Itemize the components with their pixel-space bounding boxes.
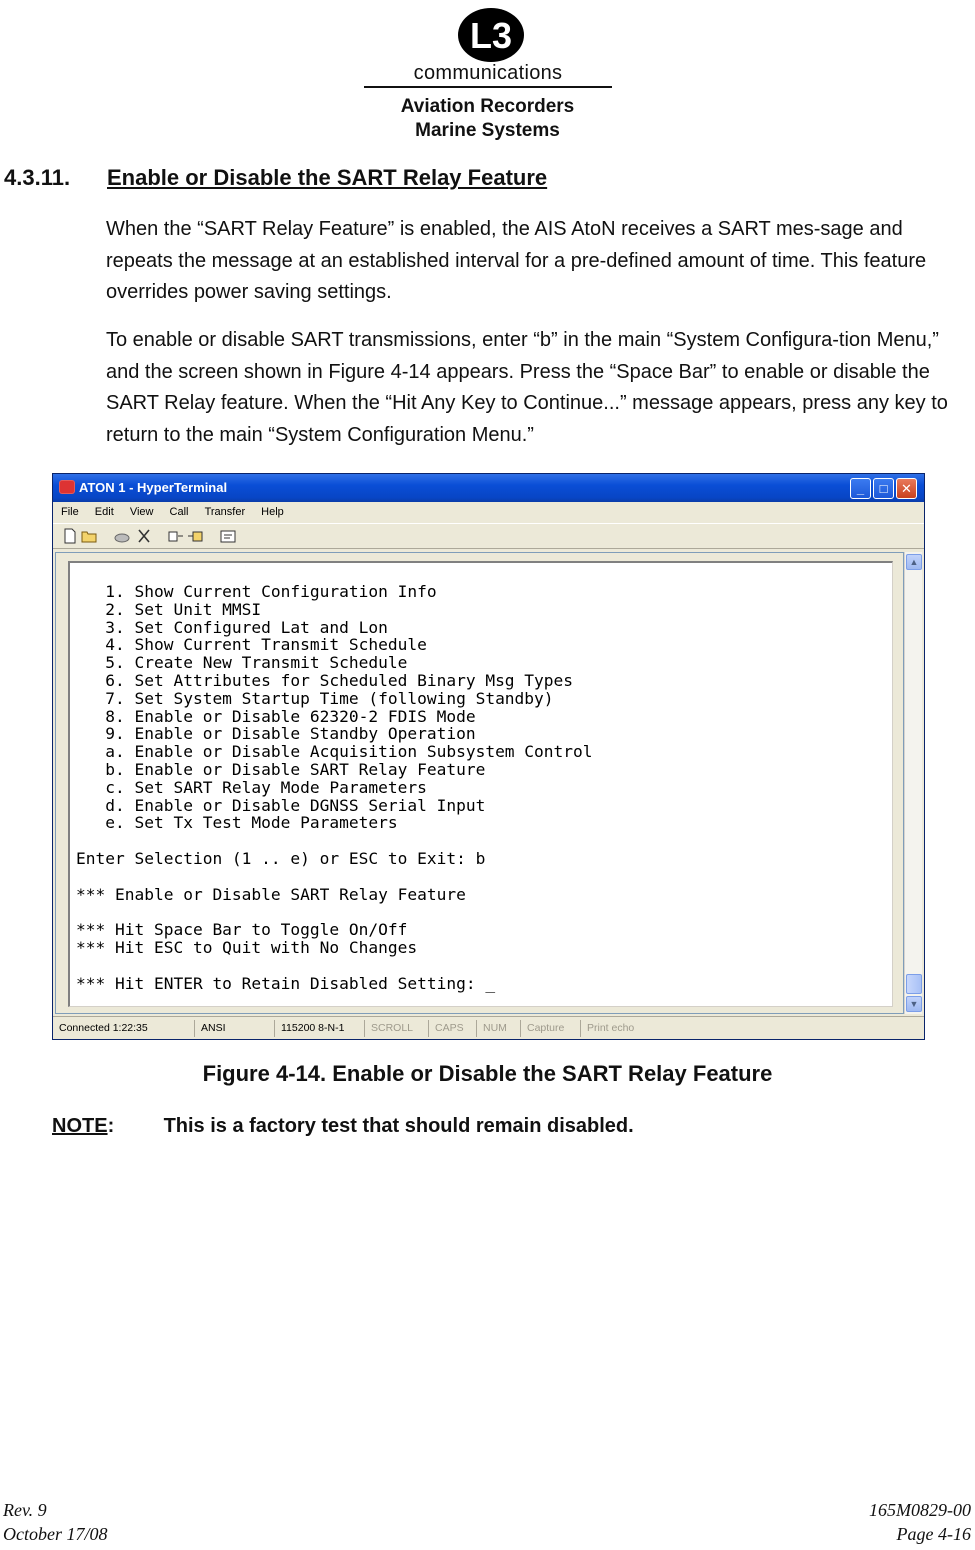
terminal-screen[interactable]	[68, 561, 893, 1007]
terminal-output	[76, 583, 593, 992]
vertical-scrollbar[interactable]	[904, 552, 922, 1014]
terminal-line: Enter Selection (1 .. e) or ESC to Exit: b	[76, 848, 486, 868]
terminal-line: 6. Set Attributes for Scheduled Binary Msg Types	[76, 670, 574, 690]
status-num: NUM	[479, 1020, 521, 1037]
new-icon[interactable]	[61, 528, 79, 544]
toolbar	[53, 523, 924, 549]
hyperterminal-icon	[59, 480, 75, 494]
logo-mark-text: L3	[469, 15, 513, 56]
status-caps: CAPS	[431, 1020, 477, 1037]
menu-transfer[interactable]: Transfer	[204, 506, 246, 518]
status-connected: Connected 1:22:35	[55, 1020, 195, 1037]
section-number: 4.3.11.	[4, 165, 71, 190]
terminal-line: 2. Set Unit MMSI	[76, 599, 262, 619]
scroll-thumb[interactable]	[906, 974, 922, 994]
status-bar	[53, 1016, 924, 1039]
terminal-line: 3. Set Configured Lat and Lon	[76, 617, 388, 637]
menu-view[interactable]: View	[129, 506, 154, 518]
footer-date: October 17/08	[3, 1524, 108, 1544]
status-emulation: ANSI	[197, 1020, 275, 1037]
open-icon[interactable]	[81, 528, 99, 544]
scroll-up-icon[interactable]: ▲	[906, 554, 922, 570]
l3-logo-icon	[456, 6, 526, 64]
terminal-line: 5. Create New Transmit Schedule	[76, 653, 408, 673]
terminal-line: b. Enable or Disable SART Relay Feature	[76, 759, 486, 779]
terminal-line: e. Set Tx Test Mode Parameters	[76, 813, 398, 833]
terminal-line: 8. Enable or Disable 62320-2 FDIS Mode	[76, 706, 476, 726]
terminal-line: d. Enable or Disable DGNSS Serial Input	[76, 795, 486, 815]
logo-divider	[364, 86, 612, 88]
note-colon: :	[107, 1115, 115, 1137]
menu-edit[interactable]: Edit	[94, 506, 114, 518]
terminal-line: 1. Show Current Configuration Info	[76, 582, 437, 601]
properties-icon[interactable]	[219, 528, 237, 544]
section-title: Enable or Disable the SART Relay Feature	[107, 165, 548, 190]
note	[52, 1115, 634, 1138]
terminal-line: c. Set SART Relay Mode Parameters	[76, 777, 427, 797]
terminal-line: 4. Show Current Transmit Schedule	[76, 635, 427, 655]
disconnect-icon[interactable]	[135, 528, 153, 544]
close-button[interactable]: ✕	[896, 478, 917, 499]
status-port: 115200 8-N-1	[277, 1020, 365, 1037]
connect-icon[interactable]	[113, 528, 131, 544]
section-heading	[4, 165, 547, 191]
note-label: NOTE	[52, 1115, 108, 1137]
menu-bar	[53, 502, 924, 522]
title-bar[interactable]	[53, 474, 924, 502]
maximize-button[interactable]: □	[873, 478, 894, 499]
status-scroll: SCROLL	[367, 1020, 429, 1037]
terminal-line: *** Hit Space Bar to Toggle On/Off	[76, 920, 408, 940]
menu-call[interactable]: Call	[169, 506, 189, 518]
minimize-button[interactable]: _	[850, 478, 871, 499]
terminal-line: 9. Enable or Disable Standby Operation	[76, 724, 476, 744]
window-title: ATON 1 - HyperTerminal	[79, 480, 228, 495]
scroll-down-icon[interactable]: ▼	[906, 996, 922, 1012]
send-icon[interactable]	[167, 528, 185, 544]
note-text: This is a factory test that should remain disabled.	[163, 1115, 634, 1137]
org-line-marine: Marine Systems	[415, 120, 560, 141]
receive-icon[interactable]	[187, 528, 205, 544]
org-line-aviation: Aviation Recorders	[400, 96, 575, 117]
status-print-echo: Print echo	[587, 1022, 635, 1034]
terminal-line: *** Hit ESC to Quit with No Changes	[76, 937, 418, 957]
logo-wordmark: communications	[413, 62, 563, 84]
terminal-line: *** Enable or Disable SART Relay Feature	[76, 884, 466, 904]
hyperterminal-window	[52, 473, 925, 1040]
figure-caption: Figure 4‑14. Enable or Disable the SART Relay Feature	[202, 1061, 773, 1086]
footer-doc-number: 165M0829‑00	[869, 1500, 971, 1520]
paragraph-instructions: To enable or disable SART transmissions, enter “b” in the main “System Configura-tion Menu,” and the screen shown in Figure 4‑14 appears. Press the “Space Bar” to enable or disable the SART Relay feature. When the “Hit Any Key to Continue...” message appears, press any key to return to the main “System Configuration Menu.”	[106, 329, 948, 446]
menu-help[interactable]: Help	[261, 506, 284, 518]
footer-page-number: Page 4‑16	[896, 1524, 971, 1544]
terminal-line: a. Enable or Disable Acquisition Subsystem Control	[76, 742, 593, 762]
menu-file[interactable]: File	[61, 506, 79, 518]
terminal-frame	[55, 552, 904, 1014]
header	[0, 0, 975, 145]
terminal-line: *** Hit ENTER to Retain Disabled Setting: _	[76, 973, 496, 993]
paragraph-intro: When the “SART Relay Feature” is enabled, the AIS AtoN receives a SART mes-sage and repeats the message at an established interval for a pre‑defined amount of time. This feature overrides power saving settings.	[106, 218, 927, 303]
status-capture: Capture	[523, 1020, 581, 1037]
footer-revision: Rev. 9	[3, 1500, 47, 1520]
terminal-line: 7. Set System Startup Time (following Standby)	[76, 688, 554, 708]
